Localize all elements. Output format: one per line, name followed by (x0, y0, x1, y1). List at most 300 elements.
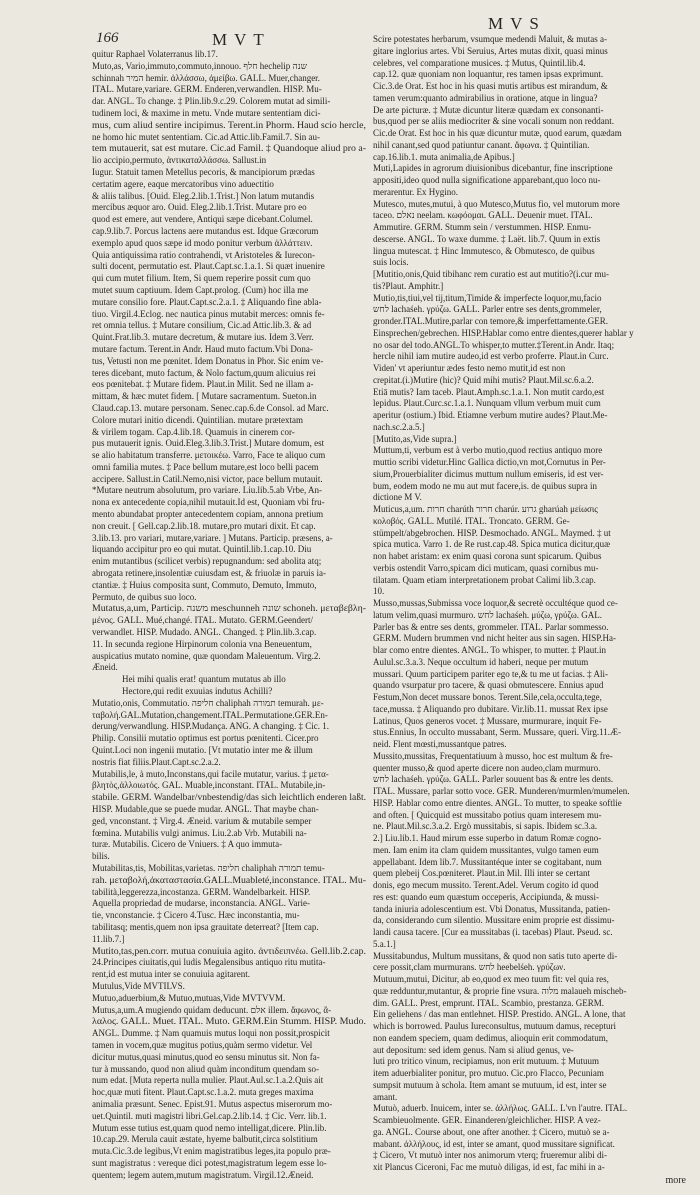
line-text: 11. In secunda regione Hirpinorum colonia vna Beneuentum, (92, 638, 312, 649)
line-text: men. Iam enim ita clam quidem mussitantes, vulgo tamen eum (373, 844, 599, 855)
line-text: HISP. Hablar como entre dientes. ANGL. To mutter, to speake softlie (373, 797, 622, 808)
line-text: mussari. Quum participem pariter ego te,& tu me ut facias. ‡ Ali- (373, 668, 608, 679)
line-text: aperitur (ostium.) Ibid. Etiamne verbum mutire audes? Plaut.Me- (373, 410, 608, 420)
line-text: tur à mussando, quod non aliud quàm inconditum quendam so- (92, 1063, 319, 1074)
line-text: 3.lib.13. pro variari, mutare,variare. ] Mutans. Particip. præsens, a- (92, 532, 333, 543)
text-line (373, 845, 688, 857)
line-text: Muticus,a,um. חרות charúth חרור charúr. גרוע gharúah μείωσις (373, 504, 598, 514)
text-line (92, 332, 366, 344)
line-text: muttio scribi videtur.Hinc Gallica dictio,vn mot,Cornutus in Per- (373, 457, 606, 467)
text-line (92, 721, 366, 733)
text-line (92, 49, 366, 61)
text-line (92, 910, 366, 922)
text-line (373, 904, 688, 916)
text-line (92, 462, 366, 474)
line-text: lingua mutescat. ‡ Hinc Immutesco, & Obmutesco, de quibus (373, 245, 595, 256)
line-text: abrogata retinere,insolentiæ cuiusdam est, & friuolæ in paruis ia- (92, 568, 326, 579)
line-text: Ein geliehens / das man entlehnet. HISP. Prestido. ANGL. A lone, that (373, 1009, 626, 1020)
line-text: non habet aristam: ex enim quasi corona sunt spicarum. Quibus (373, 551, 602, 561)
text-line (373, 1139, 688, 1151)
text-line (373, 81, 688, 93)
line-text: Mutatio,onis, Commutatio. חליפה chaliphah תמורה temurah. με- (92, 697, 324, 708)
line-text: rah. μεταβολή,ἀκαταστασία.GALL.Muableté,inconstance. ITAL. Mu- (92, 874, 366, 885)
text-line (92, 261, 366, 273)
text-line (373, 293, 688, 305)
text-line (92, 981, 366, 993)
line-text: bilis. (92, 851, 110, 862)
text-line (92, 922, 366, 934)
text-line (373, 598, 688, 610)
text-line (92, 1075, 366, 1087)
line-text: Aulul.sc.3.a.3. Neque occultum id haberi, neque per mutum (373, 656, 589, 667)
line-text: Quint.Frat.lib.3. mutare decretum, & mutare ius. Idem 3.Verr. (92, 332, 314, 343)
text-line (92, 1099, 366, 1111)
line-text: Mutuò, aduerb. Inuicem, inter se. ἀλλήλως. GALL. L'vn l'autre. ITAL. (373, 1103, 628, 1114)
line-text: ret omnia tellus. ‡ Mutare consilium, Cic.ad Attic.lib.3. & ad (92, 320, 312, 331)
text-line (373, 798, 688, 810)
text-line (373, 199, 688, 211)
line-text: Muttum,ti, verbum est à verbo mutio,quod rectius antiquo more (373, 445, 603, 456)
text-line (373, 504, 688, 516)
text-line (92, 1111, 366, 1123)
line-text: non eandem speciem, quam dedimus, alioquin erit commodatum, (373, 1032, 608, 1043)
line-text: dictione M V. (373, 492, 422, 503)
line-text: לחש lachaśeh. γρύζω. GALL. Parler souuent bas & entre les dents. (373, 774, 614, 785)
text-line (92, 851, 366, 863)
text-line (92, 379, 366, 391)
text-line (92, 344, 366, 356)
text-line (373, 34, 688, 46)
text-line (92, 132, 366, 144)
text-line (92, 320, 366, 332)
line-text: tabilitasq; mentis,quem non ipsa grauitate deterreat? [Item cap. (92, 921, 319, 932)
text-line (92, 651, 366, 663)
line-text: *Mutare neutrum absolutum, pro variare. Liu.lib.5.ab Vrbe, An- (92, 485, 322, 496)
text-line (92, 969, 366, 981)
line-text: ctantiæ. ‡ Huius composita sunt, Commuto, Demuto, Immuto, (92, 579, 317, 590)
text-line (373, 927, 688, 939)
line-text: enim mutantibus (scilicet verbis) repugnandum: sed abolita atq; (92, 556, 322, 567)
running-head-right: MVS (488, 14, 546, 33)
line-text: De arte picturæ. ‡ Mutæ dicuntur literæ quædam ex consonanti- (373, 104, 604, 115)
line-text: Quint.Loci non ingenii mutatio. [Vt mutatio inter me & illum (92, 745, 313, 756)
line-text: tus, Vetusti non me pœnitet. Idem Donatus in Phor. Sic enim ve- (92, 355, 324, 366)
line-text: uet.Quintil. muti magistri libri.Gel.cap.2.lib.14. ‡ Cic. Verr. lib.1. (92, 1110, 327, 1121)
line-text: latum velim,quasi murmuro. לחש lachaśeh. μύζω, γρύζω. GAL. (373, 609, 603, 620)
text-line (373, 939, 688, 951)
text-line (373, 328, 688, 340)
line-text: Iugur. Statuit tamen Metellus pecoris, & mancipiorum prædas (92, 166, 315, 177)
line-text: non creuit. [ Gell.cap.2.lib.18. mutare,pro mutari dixit. Et cap. (92, 520, 316, 531)
line-text: nona ex antecedente copia,nihil mutauit.Id est, Quoniam vbi fru- (92, 497, 325, 508)
text-line (373, 892, 688, 904)
text-line (92, 391, 366, 403)
text-line (92, 427, 366, 439)
text-line (373, 633, 688, 645)
text-line (373, 316, 688, 328)
text-line (373, 810, 688, 822)
text-line (92, 816, 366, 828)
text-line (92, 639, 366, 651)
line-text: no osar del todo.ANGL.To whisper,to mutter.‡Terent.in Andr. Itaq; (373, 339, 615, 350)
line-text: tie, vnconstancie. ‡ Cicero 4.Tusc. Hæc inconstantia, mu- (92, 910, 300, 921)
line-text: aut depositum: sed idem genus. Nam si aliud genus, ve- (373, 1044, 574, 1055)
line-text: Mutus,a,um.A mugiendo quidam deducunt. אלם illem. ἄφωνος, ἄ- (92, 1004, 332, 1015)
line-text: tabilità,leggerezza,incostanza. GERM. Wandelbarkeit. HISP. (92, 886, 311, 897)
line-text: merarentur. Ex Hygino. (373, 186, 458, 197)
text-line (92, 1005, 366, 1017)
text-line (92, 273, 366, 285)
line-text: Mussito,mussitas, Frequentatiuum à musso, hoc est multum & fre- (373, 750, 613, 761)
line-text: tamen verum:quanto admirabilius in oratione, atque in lingua? (373, 92, 598, 103)
line-text: mutare factum. Terent.in Andr. Haud muto factum.Vbi Dona- (92, 343, 313, 354)
text-line (373, 1033, 688, 1045)
text-line (92, 356, 366, 368)
line-text: verbis ostendit Varro,spicam dici muticam, quasi cornibus mu- (373, 562, 599, 573)
text-line (373, 868, 688, 880)
text-line (92, 521, 366, 533)
line-text: βλητὸς,ἀλλοιωτός. GAL. Muable,inconstant. ITAL. Mutabile,in- (92, 780, 326, 791)
text-line (92, 769, 366, 781)
line-text: Mutesco, mutes,mutui, à quo Mutesco,Mutus fio, vel mutorum more (373, 198, 620, 209)
line-text: 10. (373, 586, 385, 597)
text-line (92, 674, 366, 686)
text-line (92, 603, 366, 615)
text-line (92, 1158, 366, 1170)
line-text: Cic.3.de Orat. Est hoc in his quasi mutis artibus est mirandum, & (373, 81, 608, 91)
line-text: liquando accipitur pro eo qui mutat. Quintil.lib.1.cap.10. Diu (92, 544, 312, 555)
line-text: Mutuum,mutui, Dicitur, ab eo,quod ex meo tuum fit: vel quia res, (373, 974, 609, 984)
text-line (92, 73, 366, 85)
line-text: fœmina. Mutabilis vulgi animus. Liu.2.ab Vrb. Mutabili na- (92, 827, 307, 838)
text-line (373, 915, 688, 927)
line-text: descerse. ANGL. To waxe dumme. ‡ Laët. lib.7. Quum in extis (373, 233, 601, 244)
text-line (92, 828, 366, 840)
text-line (92, 686, 366, 698)
line-text: quæ redduntur,mutantur, & proprie fine vsura. מלוה malaueh mischeb- (373, 985, 627, 996)
line-text: bum, eodem modo ne mu aut mut facere,is. de quibus supra in (373, 480, 597, 491)
line-text: muta.Cic.3.de legibus,Vt enim magistratibus leges,ita populo præ- (92, 1146, 331, 1157)
line-text: mercibus æquor aro. Ouid. Eleg.2.lib.1.Trist. Mutare pro eo (92, 202, 307, 213)
text-line (373, 586, 688, 598)
line-text: tilatam. Quam etiam interpretationem probat Calimi lib.3.cap. (373, 574, 596, 585)
text-line (92, 780, 366, 792)
text-line (373, 69, 688, 81)
text-line (373, 716, 688, 728)
text-line (92, 946, 366, 958)
line-text: mento abundabat propter antecedentem copiam, annona pretium (92, 509, 324, 520)
line-text: pus mutauerit ignis. Ouid.Eleg.3.lib.3.Trist.] Mutare domum, est (92, 438, 325, 449)
line-text: cap.12. quæ quoniam non loquantur, res tamen ipsas exprimunt. (373, 69, 604, 80)
text-line (92, 533, 366, 545)
text-line (373, 774, 688, 786)
line-text: tem mutauerit, sat est mutare. Cic.ad Famil. ‡ Quandoque aliud pro a- (92, 143, 366, 154)
line-text: Hei mihi qualis erat! quantum mutatus ab illo (122, 674, 286, 685)
line-text: ga. ANGL. Course about, one after another. ‡ Cicero, mutuò se a- (373, 1126, 610, 1137)
line-text: mutet suum captiuum. Idem Capt.prolog. (Cum) hoc illa me (92, 284, 309, 295)
text-line (373, 375, 688, 387)
line-text: Viden' vt aperiuntur ædes festo nemo mutit,id est non (373, 363, 566, 373)
line-text: Mutabilis,le, à muto,Inconstans,qui facile mutatur, varius. ‡ μετα- (92, 768, 329, 779)
text-line (373, 551, 688, 563)
text-line (373, 93, 688, 105)
line-text: luti pro tritico vinum, recipiamus, non erit mutuum. ‡ Mutuum (373, 1056, 599, 1067)
line-text: Muti,Lapides in agrorum diuisionibus dicebantur, fine inscriptione (373, 163, 613, 174)
text-line (373, 187, 688, 199)
line-text: quenter musso,& quod aperte dicere non audeo,clam murmuro. (373, 762, 601, 773)
line-text: amant. (373, 1091, 398, 1102)
text-line (373, 152, 688, 164)
line-text: quitur Raphael Volaterranus lib.17. (92, 49, 218, 59)
line-text: stus.Ennius, In occulto mussabant, Serm. Mussare, queri. Virg.11.Æ- (373, 727, 622, 738)
text-line (92, 957, 366, 969)
line-text: dim. GALL. Prest, emprunt. ITAL. Scambio, prestanza. GERM. (373, 997, 604, 1008)
text-line (373, 457, 688, 469)
text-line (373, 281, 688, 293)
text-line (92, 179, 366, 191)
line-text: da, considerando cum silentio. Mussitare enim proprie est dissimu- (373, 915, 615, 926)
text-line (92, 297, 366, 309)
line-text: verwandlet. HISP. Mudado. ANGL. Changed. ‡ Plin.lib.3.cap. (92, 627, 317, 638)
line-text: blar como entre dientes. ANGL. To whisper, to mutter. ‡ Plaut.in (373, 645, 607, 655)
text-line (373, 680, 688, 692)
text-line (373, 398, 688, 410)
line-text: 11.lib.7.] (92, 933, 125, 944)
text-line (373, 363, 688, 375)
text-line (373, 610, 688, 622)
line-text: & aliis talibus. [Ouid. Eleg.2.lib.1.Trist.] Non latum mutandis (92, 190, 315, 201)
line-text: Mussitabundus, Multum mussitans, & quod non satis tuto aperte di- (373, 950, 618, 961)
text-line (373, 481, 688, 493)
text-line (373, 445, 688, 457)
line-text: cap.9.lib.7. Porcus lactens aere mutandus est. Idque Græcorum (92, 225, 319, 236)
text-line (373, 986, 688, 998)
text-line (373, 539, 688, 551)
running-head-left: MVT (212, 30, 271, 49)
text-line (92, 509, 366, 521)
line-text: sium,Prouerbialiter dicimus muttum nullum emiseris, id est ver- (373, 468, 604, 479)
line-text: Scambieuolmente. GER. Einanderen/gleichlicher. HISP. A vez- (373, 1115, 601, 1125)
line-text: Mutito,tas,pen.corr. mutua conuiuia agito. ἀντιδειπνέω. Gell.lib.2.cap. (92, 945, 366, 956)
text-line (92, 544, 366, 556)
line-text: Scire potestates herbarum, vsumque medendi Maluit, & mutas a- (373, 34, 607, 44)
line-text: appellabant. Idem lib.7. Mussitantéque inter se cogitabant, num (373, 856, 602, 867)
line-text: hoc,quæ muti fitent. Plaut.Capt.sc.1.a.2. muta greges maxima (92, 1087, 314, 1098)
line-text: which is borrowed. Paulus Iureconsultus, mutuum damus, recepturi (373, 1021, 616, 1031)
text-line (92, 898, 366, 910)
line-text: donis, ego mecum mussito. Terent.Adel. Verum cogito id quod (373, 880, 599, 890)
line-text: dar. ANGL. To change. ‡ Plin.lib.9.c.29. Colorem mutat ad simili- (92, 96, 331, 107)
text-line (373, 351, 688, 363)
line-text: quem plebeij Cos.pœniteret. Plaut.in Mil. Illi inter se certant (373, 868, 590, 879)
line-text: GERM. Mudern brummen vnd nicht heiter aus sin sagen. HISP.Ha- (373, 633, 616, 644)
line-text: Mutulus,Vide MVTILVS. (92, 980, 185, 991)
text-line (373, 622, 688, 634)
text-line (92, 1123, 366, 1135)
text-line (92, 120, 366, 132)
line-text: derung/verwandlung. HISP.Mudança. ANG. A changing. ‡ Cic. 1. (92, 721, 329, 732)
line-text: Cic.de Orat. Est hoc in his quæ dicuntur mutæ, quod earum, quædam (373, 128, 622, 138)
text-line (92, 627, 366, 639)
line-text: Colore mutari initio dicendi. Quintilian. mutare prætextam (92, 414, 303, 425)
text-line (373, 951, 688, 963)
text-line (92, 804, 366, 816)
text-line (373, 257, 688, 269)
line-text: schinnah המיר hemir. ἀλλάσσω, ἀμείβω. GALL. Muer,changer. (92, 72, 320, 83)
line-text: ταβολή.GAL.Mutation,changement.ITAL.Permutatione.GER.En- (92, 709, 328, 720)
line-text: Æneid. (92, 662, 118, 673)
line-text: Latinus, Quos generos vocet. ‡ Mussare, murmurare, inquit Fe- (373, 715, 602, 726)
line-text: tace,mussa. ‡ Aliquando pro dubitare. Vir.lib.11. mussat Rex ipse (373, 703, 608, 714)
line-text: quod est emere, aut vendere, Antiqui sæpe dicebant.Columel. (92, 214, 313, 225)
text-line (92, 497, 366, 509)
text-line (92, 592, 366, 604)
line-text: auspicatius mutato nomine, quæ quondam Maleuentum. Virg.2. (92, 650, 321, 661)
line-text: Etiā mutis? Iam taceb. Plaut.Amph.sc.1.a.1. Non mutit cardo,est (373, 386, 605, 397)
text-line (373, 1009, 688, 1021)
left-column (92, 49, 366, 1182)
line-text: crepitat.(i.)Mutire (hic)? Quid mihi mutis? Plaut.Mil.sc.6.a.2. (373, 374, 594, 385)
text-line (373, 669, 688, 681)
text-line (373, 821, 688, 833)
text-line (92, 757, 366, 769)
line-text: Muto,as, Vario,immuto,commuto,innouo. חלף hechelip שנה (92, 60, 308, 71)
text-line (373, 1080, 688, 1092)
text-line (92, 108, 366, 120)
line-text: tis?Plaut. Amphitr.] (373, 280, 444, 291)
text-line (92, 698, 366, 710)
text-line (92, 474, 366, 486)
text-line (92, 1134, 366, 1146)
text-line (92, 1146, 366, 1158)
line-text: cere possit,clam murmurans. לחש heebelśeh. γρύζων. (373, 962, 566, 973)
text-line (373, 962, 688, 974)
text-line (92, 934, 366, 946)
page-number: 166 (96, 30, 119, 46)
text-line (373, 857, 688, 869)
text-line (92, 1064, 366, 1076)
text-line (92, 792, 366, 804)
line-text: appositi,ideo quod nulla significatione apparebant,quo loco nu- (373, 175, 601, 185)
text-line (92, 96, 366, 108)
text-line (373, 786, 688, 798)
text-line (92, 733, 366, 745)
text-line (373, 692, 688, 704)
line-text: landi causa tacere. [Cur ea mussitabas (i. tacebas) Plaut. Pseud. sc. (373, 927, 613, 937)
text-line (373, 46, 688, 58)
line-text: mutare consilio fore. Plaut.Capt.sc.2.a.1. ‡ Aliquando fine abla- (92, 296, 322, 307)
line-text: Festum,Non decet mussare bonos. Terent.Sile,cela,occulta,tege, (373, 692, 602, 702)
line-text: stabile. GERM. Wandelbar/vnbestendig/das sich leichtlich enderen laßt. (92, 792, 366, 803)
catchword: more (665, 1175, 686, 1186)
line-text: gronder.ITAL.Mutire,parlar con temore,& imperfettamente.GER. (373, 316, 608, 326)
text-line (373, 128, 688, 140)
line-text: hercle nihil iam mutire audeo,id est verbo proferre. Plaut.in Curc. (373, 351, 609, 362)
line-text: item aduerbialiter ponitur, pro mutuo. Cic.pro Flacco, Pecuniam (373, 1068, 604, 1078)
line-text: exemplo apud quos sæpe id modo ponitur verbum ἀλλάττειν. (92, 237, 313, 248)
line-text: [Mutitio,onis,Quid tibihanc rem curatio est aut mutitio?(i.cur mu- (373, 269, 609, 279)
text-line (92, 863, 366, 875)
line-text: Quia antiquissima ratio contrahendi, vt Aristoteles & Iurecon- (92, 249, 315, 260)
text-line (373, 1045, 688, 1057)
line-text: quando vsurpatur pro tacere, & quasi obmutescere. Ennius apud (373, 680, 604, 691)
line-text: omni familia mutes. ‡ Pace bellum mutare,est loco belli pacem (92, 461, 319, 472)
line-text: qui cum mutet filium. Item, Si quem reperire possit cum quo (92, 273, 311, 284)
text-line (373, 210, 688, 222)
text-line (92, 309, 366, 321)
text-line (373, 657, 688, 669)
line-text: 24.Principes ciuitatis,qui ludis Megalensibus antiquo ritu mutita- (92, 957, 326, 968)
line-text: nach.sc.2.a.5.] (373, 421, 425, 432)
line-text: tamen in vocem,quæ mugitus potius,quàm sermo videtur. Vel (92, 1039, 313, 1050)
text-line (92, 580, 366, 592)
line-text: se alio habitatum transferre. μετοικέω. Varro, Face te aliquo cum (92, 450, 326, 461)
text-line (92, 191, 366, 203)
line-text: [Mutito,as,Vide supra.] (373, 433, 457, 444)
line-text: animalia præsunt. Senec. Epist.91. Mutus aspectus miserorum mo- (92, 1098, 333, 1109)
text-line (373, 492, 688, 504)
text-line (373, 1162, 688, 1174)
text-line (373, 222, 688, 234)
text-line (92, 1040, 366, 1052)
line-text: Parler bas & entre ses dents, grommeler. ITAL. Parlar sommesso. (373, 621, 609, 632)
line-text: sunt magistratus : vereque dici potest,magistratum legem esse lo- (92, 1157, 327, 1168)
line-text: Philip. Consilii mutatio optimus est portus pœnitenti. Cicer.pro (92, 733, 319, 744)
line-text: Permuto, de quibus suo loco. (92, 591, 197, 602)
line-text: bus,quod per se aliis mediocriter & sine vocali sonum non reddant. (373, 116, 614, 127)
text-line (92, 1170, 366, 1182)
text-line (373, 998, 688, 1010)
text-line (92, 202, 366, 214)
text-line (373, 880, 688, 892)
text-line (373, 1115, 688, 1127)
text-line (373, 704, 688, 716)
line-text: Mutabilitas,tis, Mobilitas,varietas. חליפה chaliphah תמורה temu- (92, 862, 325, 873)
line-text: tudinem loci, & maxime in metu. Vnde mutare sententiam dici- (92, 107, 321, 118)
right-column (373, 34, 688, 1174)
text-line (92, 662, 366, 674)
text-line (373, 974, 688, 986)
text-line (92, 403, 366, 415)
text-line (92, 1087, 366, 1099)
line-text: taceo. נאלם neelam. κωφόομαι. GALL. Deuenir muet. ITAL. (373, 210, 593, 221)
line-text: ged, vnconstant. ‡ Virg.4. Æneid. varium & mutabile semper (92, 815, 312, 826)
line-text: ne homo hic mutet sententiam. Cic.ad Attic.lib.Famil.7. Sin au- (92, 131, 320, 142)
text-line (92, 226, 366, 238)
line-text: Mutatus,a,um, Particip. משנה meschunneh שונה schoneh. μεταβεβλη- (92, 603, 366, 614)
text-line (373, 340, 688, 352)
line-text: λαλος. GALL. Muet. ITAL. Muto. GERM.Ein Stumm. HISP. Mudo. (92, 1016, 366, 1027)
line-text: κολοβός. GALL. Mutilé. ITAL. Troncato. GERM. Ge- (373, 515, 570, 526)
line-text: quentem; legem autem,mutum magistratum. Virgil.12.Æneid. (92, 1169, 314, 1180)
text-line (92, 745, 366, 757)
text-line (373, 528, 688, 540)
text-line (373, 739, 688, 751)
text-line (92, 285, 366, 297)
line-text: xit Plancus Ciceroni, Fac me mutuò diligas, id est, fac mihi in a- (373, 1162, 605, 1172)
text-line (373, 105, 688, 117)
text-line (92, 615, 366, 627)
text-line (92, 61, 366, 73)
line-text: tanda iniuria adolescentium est. Vbi Donatus, Mussitanda, patien- (373, 903, 611, 914)
text-line (373, 833, 688, 845)
text-line (373, 234, 688, 246)
text-line (373, 410, 688, 422)
text-line (92, 993, 366, 1005)
text-line (373, 422, 688, 434)
line-text: sumpsit mutuum à schola. Item amant se mutuum, id est, inter se (373, 1079, 607, 1090)
text-line (373, 1127, 688, 1139)
